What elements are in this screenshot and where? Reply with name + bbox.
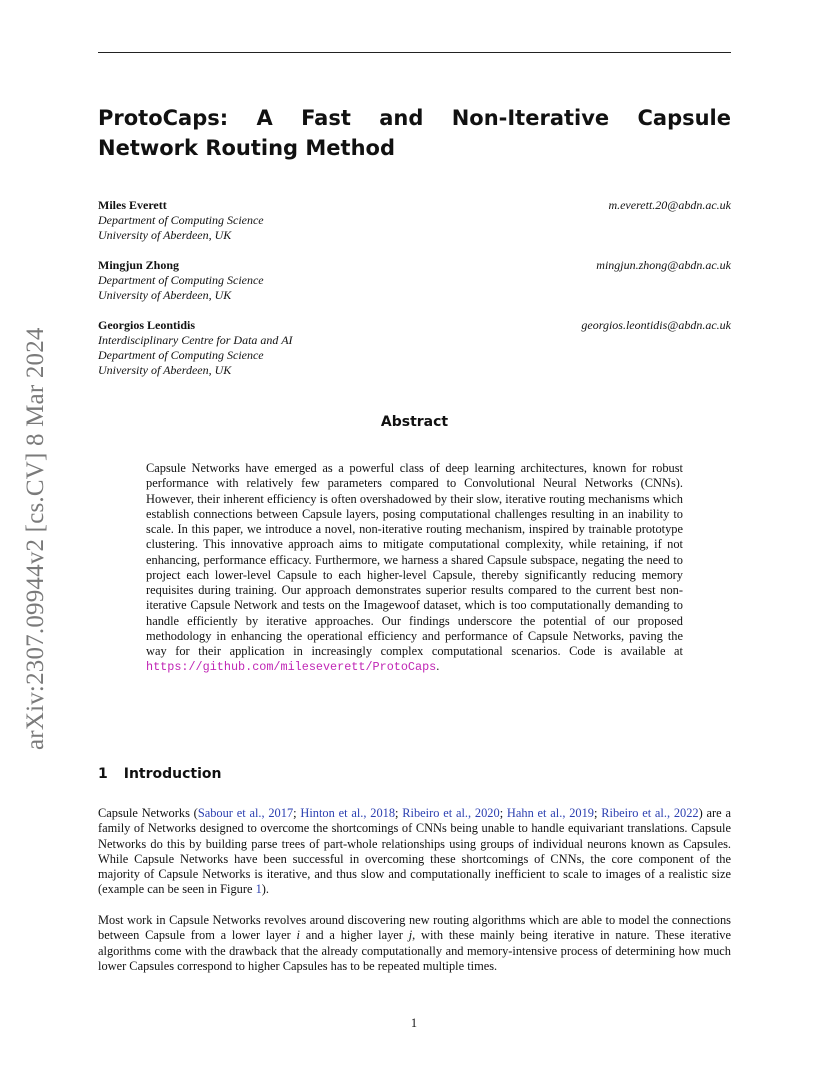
author-email[interactable]: georgios.leontidis@abdn.ac.uk — [581, 318, 731, 332]
math-var-j: j — [408, 928, 413, 943]
figure-ref-link[interactable]: 1 — [255, 882, 262, 897]
top-rule — [98, 52, 731, 53]
math-var-i: i — [296, 928, 300, 943]
abstract-heading: Abstract — [380, 414, 449, 430]
citation-link[interactable]: Sabour et al., 2017 — [197, 806, 294, 820]
author-email[interactable]: m.everett.20@abdn.ac.uk — [608, 198, 731, 212]
author-affiliation: Department of Computing Science — [98, 348, 264, 362]
para-text: Most work in Capsule Networks revolves around discovering new routing algorithms which are able to model the connections between Capsule from a lower layer — [98, 913, 731, 943]
abstract-text: Capsule Networks have emerged as a powerful class of deep learning architectures, known for robust performance with relatively few parameters compared to Convolutional Neural Networks (CNNs). However, their inherent efficiency is often overshadowed by their slow, iterative routing mechanisms which establish connections between Capsule layers, posing computational challenges resulting in an inability to scale. In this paper, we introduce a novel, non-iterative routing mechanism, inspired by trainable prototype clustering. This innovative approach aims to mitigate computational complexity, while retaining, if not enhancing, performance efficacy. Furthermore, we harness a shared Capsule subspace, negating the need to project each lower-level Capsule to each higher-level Capsule, thereby significantly reducing memory requisites during training. Our approach demonstrates superior results compared to the current best non-iterative Capsule Network and tests on the Imagewoof dataset, which is too computationally demanding to handle efficiently by iterative approaches. Our findings underscore the potential of our proposed methodology in enhancing the operational efficiency and performance of Capsule Networks, paving the way for their application in increasingly complex computational scenarios. Code is available at — [146, 461, 683, 658]
author-name: Miles Everett — [98, 198, 167, 212]
section-heading — [98, 766, 222, 782]
page-number: 1 — [410, 1016, 418, 1030]
citation-sep: ; — [594, 806, 602, 820]
abstract-body — [146, 461, 683, 676]
citation-sep: ; — [395, 806, 403, 820]
author-affiliation: University of Aberdeen, UK — [98, 363, 232, 377]
para-text: and a higher layer — [299, 928, 409, 943]
author-affiliation: Department of Computing Science — [98, 273, 264, 287]
author-email[interactable]: mingjun.zhong@abdn.ac.uk — [596, 258, 731, 272]
author-name: Georgios Leontidis — [98, 318, 196, 332]
citation-link[interactable]: Hahn et al., 2019 — [506, 806, 594, 820]
para-text: Capsule Networks ( — [98, 806, 198, 820]
intro-paragraph-1 — [98, 806, 731, 898]
para-text: ) are a family of Networks designed to overcome the shortcomings of CNNs being unable to handle equivariant translations. Capsule Networks do this by building parse trees of part-whole relationships using groups of individual neurons known as Capsules. While Capsule Networks have been successful in overcoming these shortcomings of CNNs, the core component of the majority of Capsule Networks is iterative, and thus slow and computationally inefficient to scale to images of a realistic size (example can be seen in Figure — [98, 806, 731, 897]
section-number: 1 — [98, 766, 108, 782]
intro-paragraph-2 — [98, 913, 731, 974]
code-link[interactable]: https://github.com/mileseverett/ProtoCaps — [146, 660, 437, 675]
citation-link[interactable]: Hinton et al., 2018 — [300, 806, 396, 820]
citation-link[interactable]: Ribeiro et al., 2020 — [402, 806, 500, 820]
para-text: , with these mainly being iterative in nature. These iterative algorithms come with the drawback that the already computationally and memory-intensive process of determining how much lower Capsules correspond to higher Capsules has to be repeated multiple times. — [98, 928, 731, 973]
arxiv-stamp: arXiv:2307.09944v2 [cs.CV] 8 Mar 2024 — [22, 327, 49, 750]
citation-sep: ; — [293, 806, 301, 820]
author-name: Mingjun Zhong — [98, 258, 180, 272]
paper-title: ProtoCaps: A Fast and Non-Iterative Capsule Network Routing Method — [98, 106, 731, 160]
para-text: ). — [261, 882, 270, 897]
author-affiliation: University of Aberdeen, UK — [98, 228, 232, 242]
abstract-end: . — [436, 659, 440, 674]
author-block-1 — [98, 198, 731, 243]
author-affiliation: University of Aberdeen, UK — [98, 288, 232, 302]
citation-link[interactable]: Ribeiro et al., 2022 — [601, 806, 699, 820]
citation-sep: ; — [499, 806, 507, 820]
author-affiliation: Department of Computing Science — [98, 213, 264, 227]
author-block-2 — [98, 258, 731, 303]
author-affiliation: Interdisciplinary Centre for Data and AI — [98, 333, 293, 347]
author-block-3 — [98, 318, 731, 378]
section-title: Introduction — [123, 766, 222, 782]
